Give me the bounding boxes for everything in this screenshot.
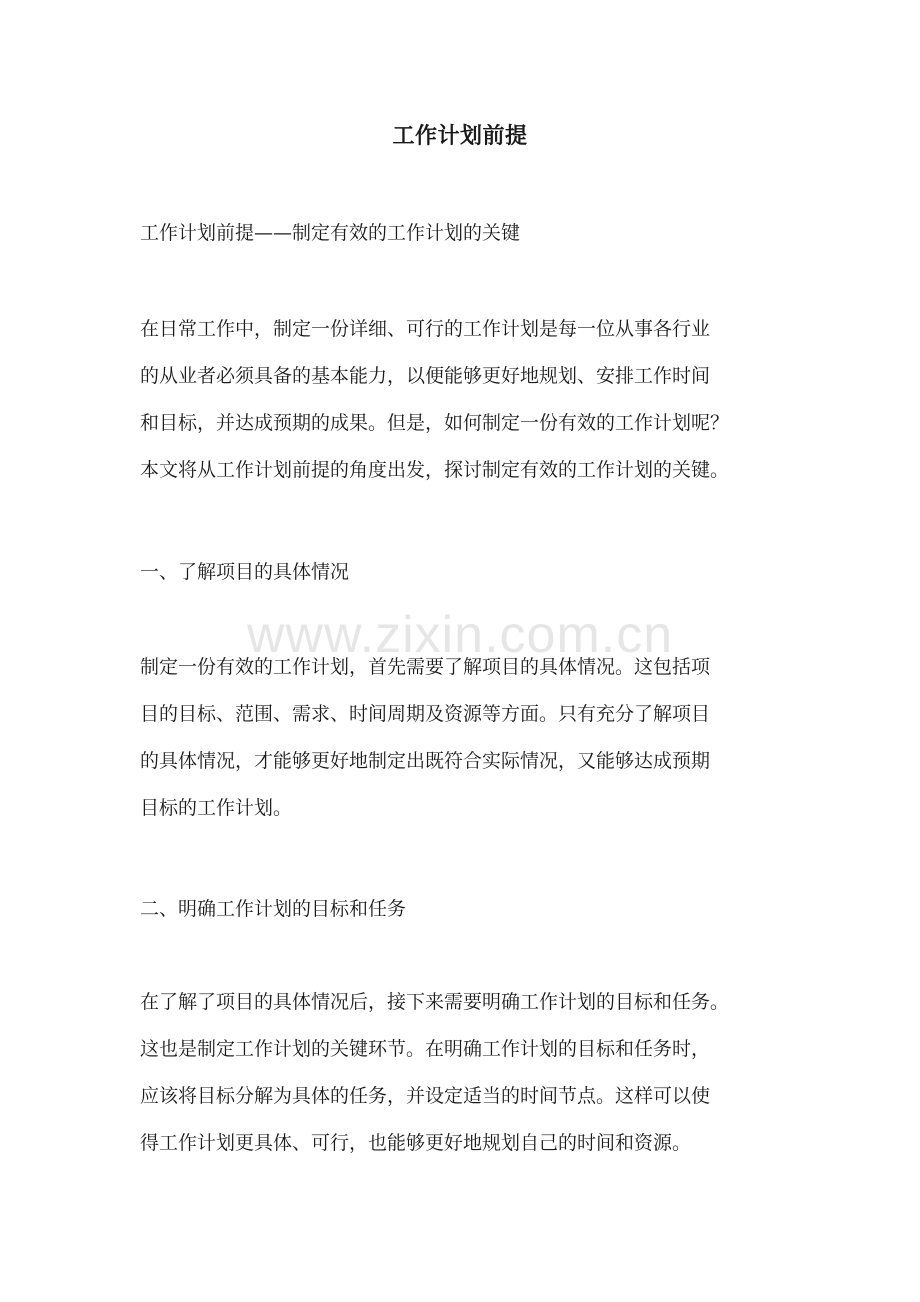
paragraph-line: 制定一份有效的工作计划，首先需要了解项目的具体情况。这包括项: [140, 656, 711, 678]
paragraph-line: 本文将从工作计划前提的角度出发，探讨制定有效的工作计划的关键。: [140, 459, 730, 481]
document-subtitle: 工作计划前提——制定有效的工作计划的关键: [140, 222, 521, 244]
paragraph-line: 的具体情况，才能够更好地制定出既符合实际情况，又能够达成预期: [140, 750, 711, 772]
section-heading-2: 二、明确工作计划的目标和任务: [140, 898, 407, 920]
paragraph-line: 应该将目标分解为具体的任务，并设定适当的时间节点。这样可以使: [140, 1085, 711, 1107]
paragraph-line: 这也是制定工作计划的关键环节。在明确工作计划的目标和任务时，: [140, 1038, 711, 1060]
paragraph-line: 和目标，并达成预期的成果。但是，如何制定一份有效的工作计划呢？: [140, 412, 730, 434]
paragraph-line: 的从业者必须具备的基本能力，以便能够更好地规划、安排工作时间: [140, 365, 711, 387]
watermark: www.zixin.com.cn: [246, 606, 674, 664]
paragraph-line: 目的目标、范围、需求、时间周期及资源等方面。只有充分了解项目: [140, 703, 711, 725]
document-title: 工作计划前提: [392, 123, 528, 149]
paragraph-line: 得工作计划更具体、可行，也能够更好地规划自己的时间和资源。: [140, 1132, 692, 1154]
section-heading-1: 一、了解项目的具体情况: [140, 561, 350, 583]
paragraph-line: 在了解了项目的具体情况后，接下来需要明确工作计划的目标和任务。: [140, 991, 730, 1013]
paragraph-line: 目标的工作计划。: [140, 797, 293, 819]
paragraph-line: 在日常工作中，制定一份详细、可行的工作计划是每一位从事各行业: [140, 318, 711, 340]
